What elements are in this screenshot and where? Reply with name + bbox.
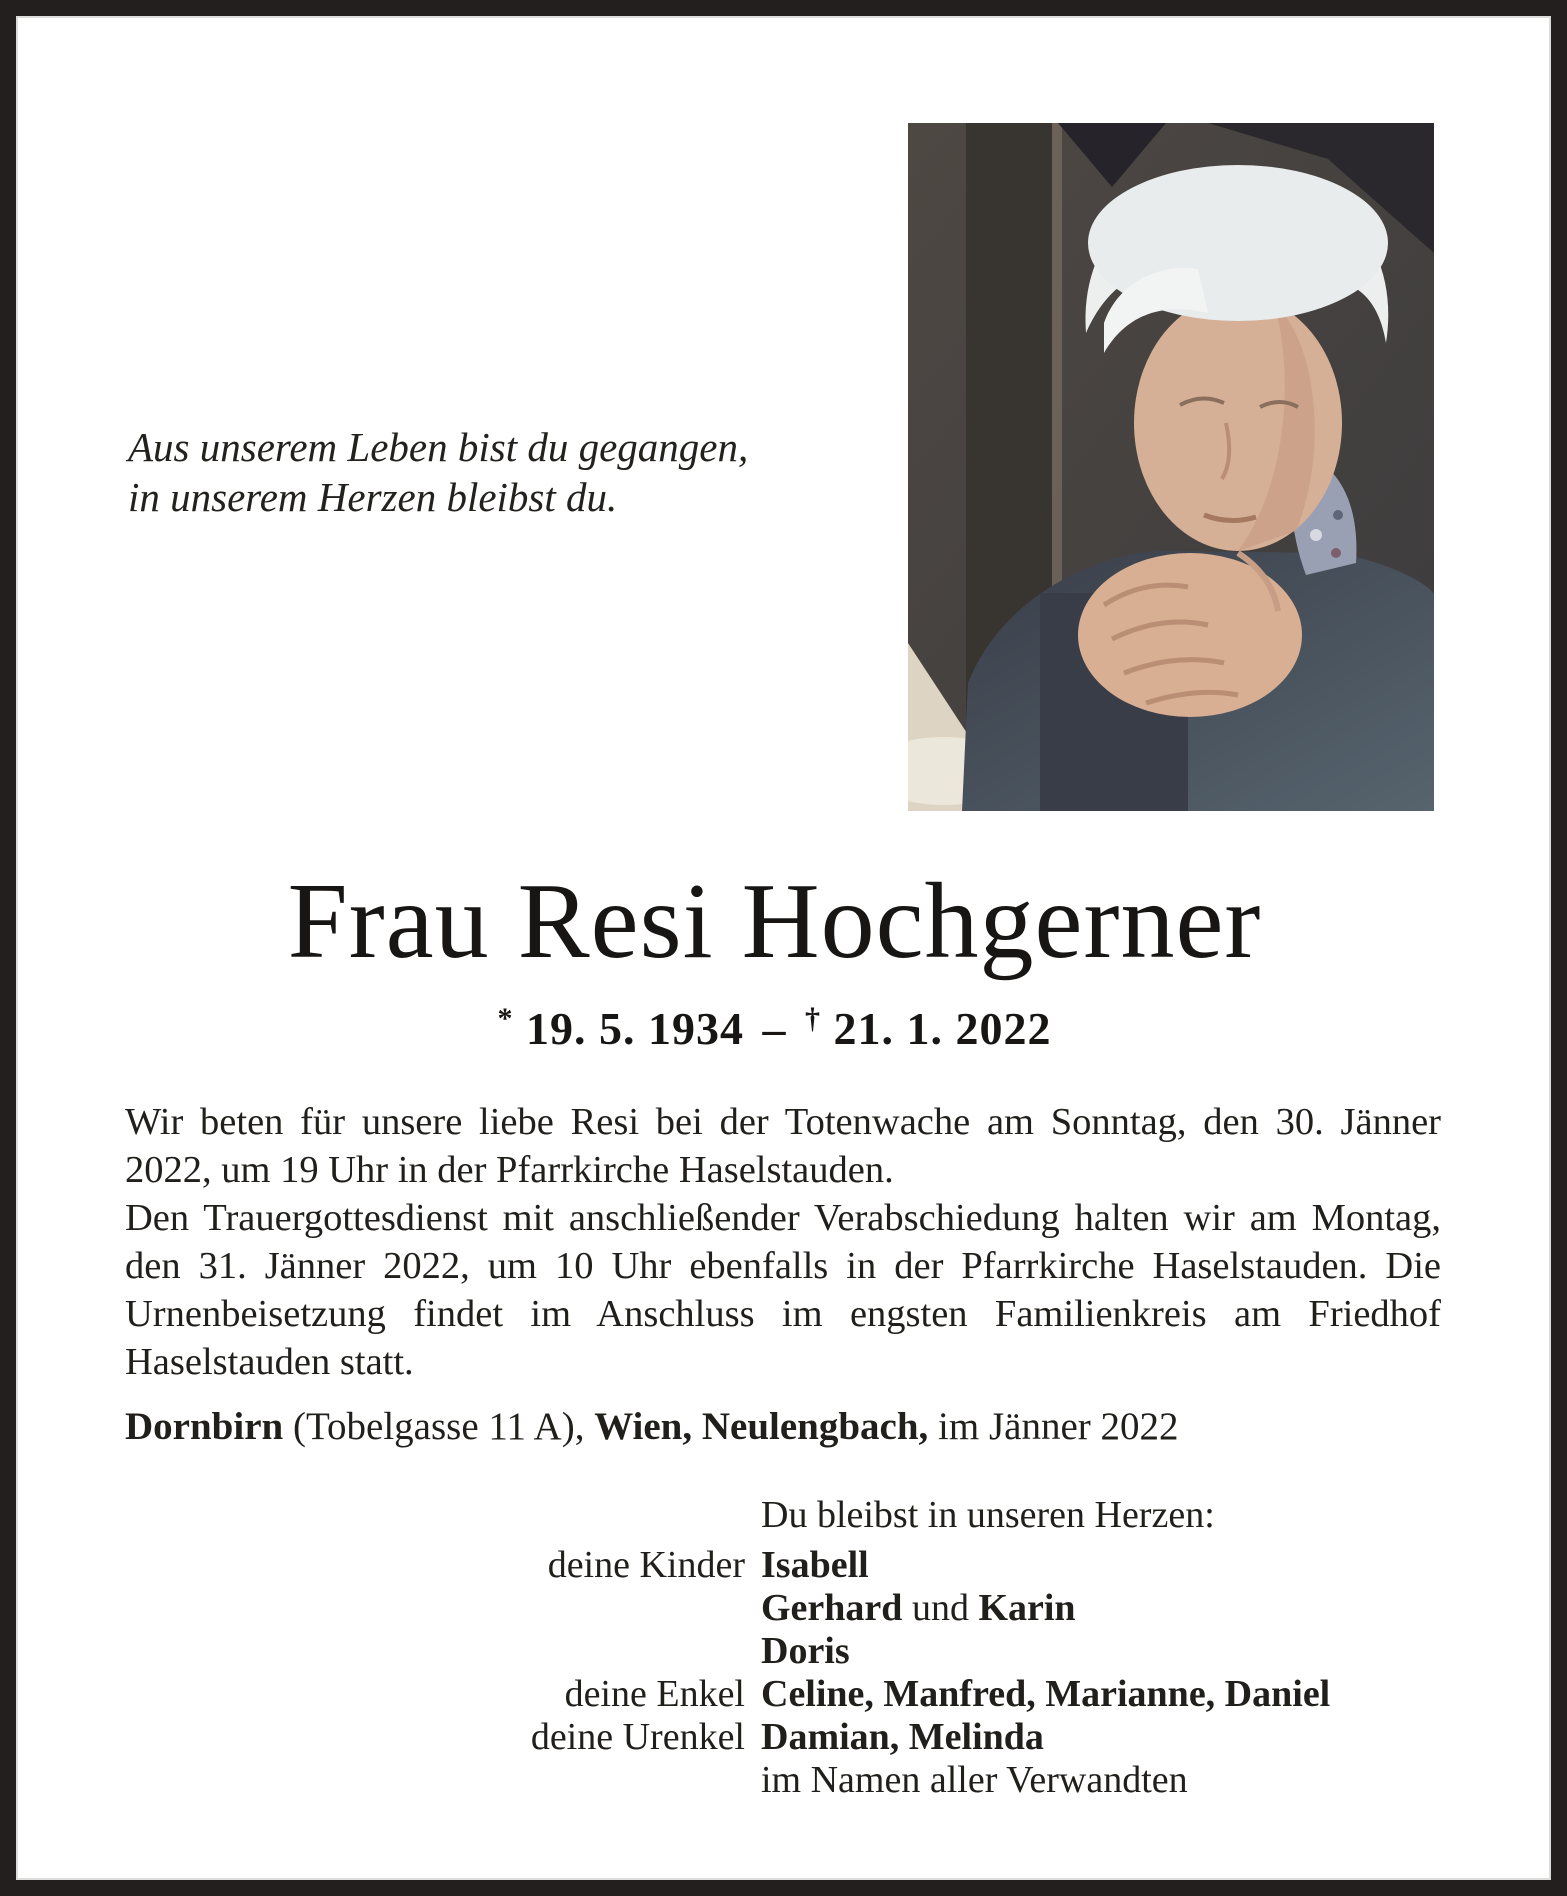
birth-date: 19. 5. 1934 bbox=[526, 1003, 744, 1054]
name-doris: Doris bbox=[761, 1630, 850, 1672]
birth-death-dates bbox=[109, 1002, 1440, 1055]
farewell-row-names bbox=[761, 1673, 1485, 1716]
farewell-heading: Du bleibst in unseren Herzen: bbox=[761, 1494, 1215, 1536]
location-city: Dornbirn bbox=[125, 1405, 284, 1448]
farewell-row-names bbox=[761, 1544, 1485, 1587]
announcement-paragraph-2: Den Trauergottesdienst mit anschließender Verabschiedung halten wir am Montag, den 31. Jänner 2022, um 10 Uhr ebenfalls in der Pfarrkirche Haselstauden. Die Urnenbeisetzung findet im Anschluss im engsten Familienkreis am Friedhof Haselstauden statt. bbox=[125, 1197, 1441, 1383]
location-month: im Jänner 2022 bbox=[928, 1405, 1179, 1448]
portrait-illustration bbox=[908, 123, 1434, 811]
conjunction-und: und bbox=[902, 1587, 979, 1629]
names-urenkel: Damian, Melinda bbox=[761, 1716, 1044, 1758]
name-gerhard: Gerhard bbox=[761, 1587, 903, 1629]
name-isabell: Isabell bbox=[761, 1544, 869, 1586]
farewell-list bbox=[125, 1544, 1485, 1802]
name-karin: Karin bbox=[978, 1587, 1076, 1629]
names-enkel: Celine, Manfred, Marianne, Daniel bbox=[761, 1673, 1331, 1715]
location-date-line bbox=[125, 1404, 1441, 1449]
farewell-row-names bbox=[761, 1716, 1485, 1759]
announcement-paragraph-1: Wir beten für unsere liebe Resi bei der Totenwache am Sonntag, den 30. Jänner 2022, um 19 Uhr in der Pfarrkirche Haselstauden. bbox=[125, 1101, 1441, 1191]
death-date: 21. 1. 2022 bbox=[833, 1003, 1052, 1054]
farewell-row-label: deine Kinder bbox=[547, 1544, 745, 1586]
closing-line: im Namen aller Verwandten bbox=[761, 1759, 1188, 1801]
epitaph-line-2: in unserem Herzen bleibst du. bbox=[128, 474, 618, 520]
epitaph-line-1: Aus unserem Leben bist du gegangen, bbox=[128, 424, 749, 470]
location-address: (Tobelgasse 11 A), bbox=[283, 1405, 595, 1448]
dates-separator: – bbox=[762, 1003, 787, 1054]
farewell-row-names bbox=[761, 1587, 1485, 1630]
farewell-row-label: deine Enkel bbox=[564, 1673, 745, 1715]
farewell-row-label bbox=[125, 1759, 745, 1802]
farewell-row-names bbox=[761, 1630, 1485, 1673]
farewell-row-names bbox=[761, 1759, 1485, 1802]
birth-star-icon: * bbox=[497, 1002, 514, 1035]
portrait-photo bbox=[908, 123, 1434, 811]
location-other-cities: Wien, Neulengbach, bbox=[594, 1405, 929, 1448]
epitaph-text bbox=[128, 422, 748, 522]
page-title-deceased-name: Frau Resi Hochgerner bbox=[287, 862, 1262, 981]
farewell-row-label: deine Urenkel bbox=[530, 1716, 745, 1758]
farewell-row-label bbox=[125, 1587, 745, 1630]
death-cross-icon: † bbox=[805, 1002, 821, 1035]
farewell-row-label bbox=[125, 1630, 745, 1673]
